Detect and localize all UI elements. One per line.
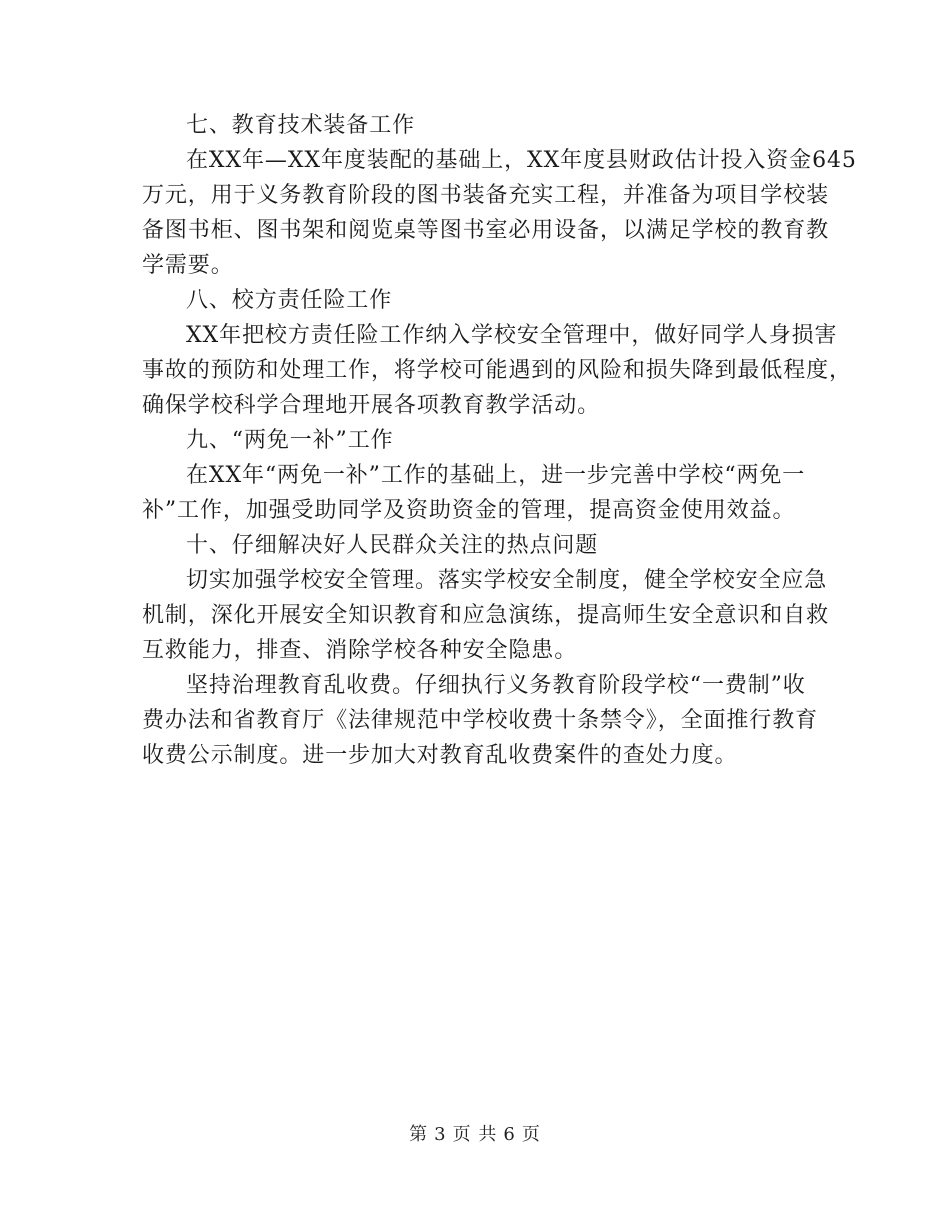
paragraph-line: 切实加强学校安全管理。落实学校安全制度，健全学校安全应急 bbox=[186, 568, 828, 593]
paragraph-line: 备图书柜、图书架和阅览桌等图书室必用设备，以满足学校的教育教 bbox=[142, 218, 830, 243]
paragraph-line: 补”工作，加强受助同学及资助资金的管理，提高资金使用效益。 bbox=[142, 498, 796, 523]
paragraph-line: 在XX年—XX年度装配的基础上，XX年度县财政估计投入资金645 bbox=[186, 148, 857, 173]
document-body bbox=[142, 108, 857, 773]
footer-prefix: 第 bbox=[409, 1124, 429, 1145]
paragraph-line: 学需要。 bbox=[142, 253, 234, 278]
paragraph-line: XX年把校方责任险工作纳入学校安全管理中，做好同学人身损害 bbox=[186, 323, 838, 348]
footer-middle: 页 共 bbox=[452, 1124, 498, 1145]
section-heading-10: 十、仔细解决好人民群众关注的热点问题 bbox=[186, 533, 599, 558]
paragraph-line: 在XX年“两免一补”工作的基础上，进一步完善中学校“两免一 bbox=[186, 463, 806, 488]
paragraph-line: 事故的预防和处理工作，将学校可能遇到的风险和损失降到最低程度， bbox=[142, 358, 852, 383]
footer-suffix: 页 bbox=[521, 1124, 541, 1145]
paragraph-line: 确保学校科学合理地开展各项教育教学活动。 bbox=[142, 393, 601, 418]
paragraph-line: 收费公示制度。进一步加大对教育乱收费案件的查处力度。 bbox=[142, 743, 738, 768]
section-heading-9: 九、“两免一补”工作 bbox=[186, 428, 394, 453]
footer-page-number: 3 bbox=[434, 1124, 447, 1145]
footer-total-pages: 6 bbox=[503, 1124, 516, 1145]
paragraph-line: 坚持治理教育乱收费。仔细执行义务教育阶段学校“一费制”收 bbox=[186, 673, 806, 698]
paragraph-line: 互救能力，排查、消除学校各种安全隐患。 bbox=[142, 638, 578, 663]
paragraph-line: 万元，用于义务教育阶段的图书装备充实工程，并准备为项目学校装 bbox=[142, 183, 830, 208]
page-footer bbox=[0, 1123, 950, 1147]
section-heading-8: 八、校方责任险工作 bbox=[186, 288, 393, 313]
paragraph-line: 费办法和省教育厅《法律规范中学校收费十条禁令》，全面推行教育 bbox=[142, 708, 819, 733]
paragraph-line: 机制，深化开展安全知识教育和应急演练，提高师生安全意识和自救 bbox=[142, 603, 830, 628]
section-heading-7: 七、教育技术装备工作 bbox=[186, 113, 416, 138]
